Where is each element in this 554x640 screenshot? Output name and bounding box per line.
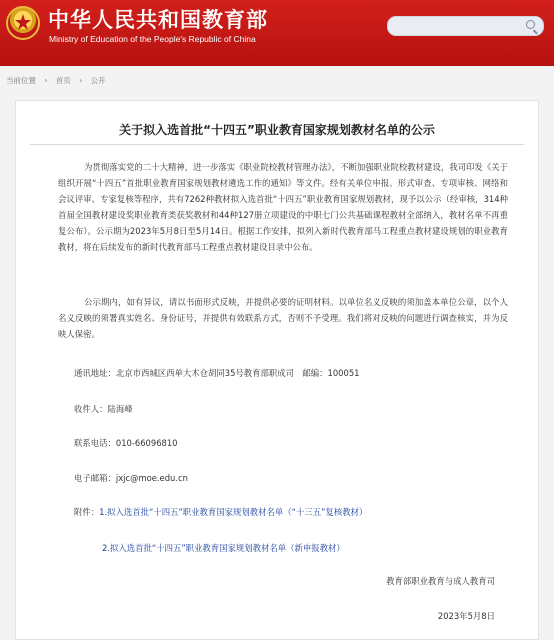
search-box[interactable] xyxy=(387,16,544,36)
breadcrumb-label: 当前位置 xyxy=(6,76,36,85)
search-icon[interactable] xyxy=(526,20,535,29)
article-paragraph-2 xyxy=(58,294,508,342)
search-input[interactable] xyxy=(396,18,518,34)
attachment-row-1 xyxy=(74,506,367,518)
chevron-right-icon: › xyxy=(79,76,83,85)
article-container xyxy=(15,100,539,640)
paragraph-1-text: 为贯彻落实党的二十大精神，进一步落实《职业院校教材管理办法》，不断加强职业院校教材建设，我司印发《关于组织开展“十四五”首批职业教育国家规划教材遴选工作的通知》等文件。经有关单位申报、形式审查、专项审核、网络和会议评审、专家复核等程序，共有7262种教材拟入选首批“十四五”职业教育国家规划教材，现予以公示（经审核，314种首届全国教材建设奖职业教育类获奖教材和44种127册立项建设的中职七门公共基础课程教材全部纳入，教材名单不再重复公布）。公示期为2023年5月8日至5月14日。根据工作安排，拟列入新时代教育部马工程重点教材建设规划的职业教育教材，将在后续发布的新时代教育部马工程重点教材建设目录中公布。 xyxy=(58,162,508,252)
breadcrumb-link-public[interactable]: 公开 xyxy=(90,76,106,85)
breadcrumb xyxy=(0,66,554,96)
article-paragraph-1 xyxy=(58,159,508,255)
chevron-right-icon: › xyxy=(44,76,48,85)
site-subtitle: Ministry of Education of the People's Republic of China xyxy=(49,34,256,44)
contact-phone: 联系电话：010-66096810 xyxy=(74,438,178,448)
contact-address: 通讯地址：北京市西城区西单大木仓胡同35号教育部职成司 邮编：100051 xyxy=(74,368,360,378)
star-icon xyxy=(15,14,31,30)
site-header xyxy=(0,0,554,66)
breadcrumb-link-home[interactable]: 首页 xyxy=(55,76,71,85)
contact-email: 电子邮箱：jxjc@moe.edu.cn xyxy=(74,473,188,483)
site-title[interactable]: 中华人民共和国教育部 xyxy=(48,8,268,32)
attachment-link-1[interactable]: 1.拟入选首批“十四五”职业教育国家规划教材名单（“十三五”复核教材） xyxy=(99,507,368,517)
title-divider xyxy=(30,144,524,145)
contact-recipient: 收件人：陆海峰 xyxy=(74,404,133,414)
paragraph-2-text: 公示期内，如有异议，请以书面形式反映，并提供必要的证明材料。以单位名义反映的须加盖本单位公章，以个人名义反映的须署真实姓名、身份证号，并提供有效联系方式，否则不予受理。我们将对反映的问题进行调查核实，并为反映人保密。 xyxy=(58,297,508,339)
attachment-link-2[interactable]: 2.拟入选首批“十四五”职业教育国家规划教材名单（新申报教材） xyxy=(102,543,345,553)
national-emblem-logo[interactable] xyxy=(6,6,40,40)
signature-date: 2023年5月8日 xyxy=(437,611,495,621)
signature-department: 教育部职业教育与成人教育司 xyxy=(386,576,495,586)
attachment-label: 附件： xyxy=(74,507,100,517)
article-title: 关于拟入选首批“十四五”职业教育国家规划教材名单的公示 xyxy=(119,123,435,137)
attachment-row-2 xyxy=(102,542,345,554)
